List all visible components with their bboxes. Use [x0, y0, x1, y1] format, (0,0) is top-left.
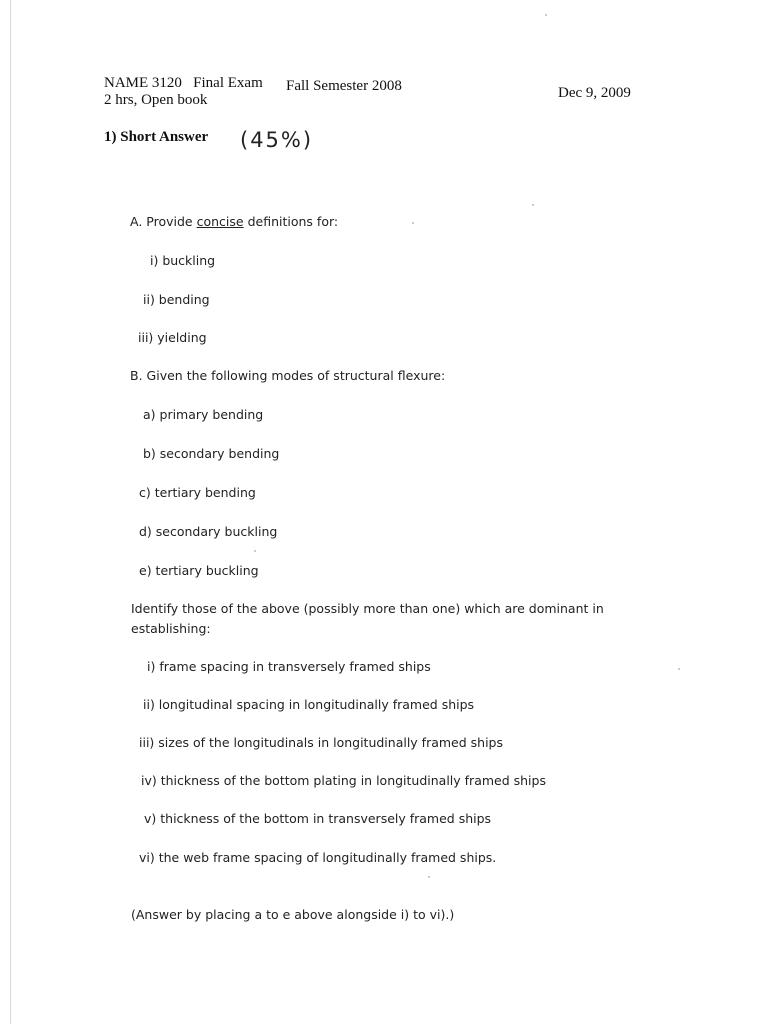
scan-speck: [428, 876, 430, 878]
question-item: i) frame spacing in transversely framed ships: [147, 659, 431, 674]
scan-speck: [678, 668, 680, 670]
question-line: Identify those of the above (possibly more than one) which are dominant in: [131, 601, 604, 616]
part-a-prefix: Provide: [146, 214, 193, 229]
scan-speck: [545, 14, 547, 16]
exam-date: Dec 9, 2009: [558, 85, 631, 101]
section-title: 1) Short Answer: [104, 129, 209, 145]
flexure-mode: c) tertiary bending: [139, 485, 256, 500]
exam-name: Final Exam: [193, 75, 263, 91]
scan-speck: [412, 222, 414, 224]
part-a-item: i) buckling: [150, 253, 216, 268]
part-b-text: Given the following modes of structural flexure:: [146, 368, 446, 383]
part-a-prompt: [130, 214, 338, 229]
question-item: v) thickness of the bottom in transversely framed ships: [144, 811, 492, 826]
scan-page-edge: [10, 0, 11, 1024]
flexure-mode: a) primary bending: [143, 407, 264, 422]
question-line: establishing:: [131, 621, 211, 636]
part-a-item: ii) bending: [143, 292, 210, 307]
part-a-label: A.: [130, 214, 143, 229]
course-code: [104, 75, 263, 92]
scan-speck: [532, 204, 534, 206]
part-b-label: B.: [130, 368, 143, 383]
course-name: NAME 3120: [104, 75, 182, 91]
exam-duration: 2 hrs, Open book: [104, 92, 208, 108]
question-item: ii) longitudinal spacing in longitudinally framed ships: [143, 697, 475, 712]
part-a-suffix: definitions for:: [247, 214, 339, 229]
answer-instruction: (Answer by placing a to e above alongside i) to vi).): [131, 907, 455, 922]
flexure-mode: e) tertiary buckling: [139, 563, 259, 578]
flexure-mode: d) secondary buckling: [139, 524, 278, 539]
flexure-mode: b) secondary bending: [143, 446, 280, 461]
part-b-prompt: [130, 368, 445, 383]
part-a-item: iii) yielding: [138, 330, 207, 345]
question-item: iv) thickness of the bottom plating in longitudinally framed ships: [141, 773, 546, 788]
semester: Fall Semester 2008: [286, 78, 402, 94]
part-a-emphasis: concise: [196, 214, 244, 229]
question-item: iii) sizes of the longitudinals in longitudinally framed ships: [139, 735, 504, 750]
question-item: vi) the web frame spacing of longitudinally framed ships.: [139, 850, 497, 865]
scan-speck: [254, 550, 256, 552]
section-weight-handwritten: (45%): [240, 128, 314, 152]
